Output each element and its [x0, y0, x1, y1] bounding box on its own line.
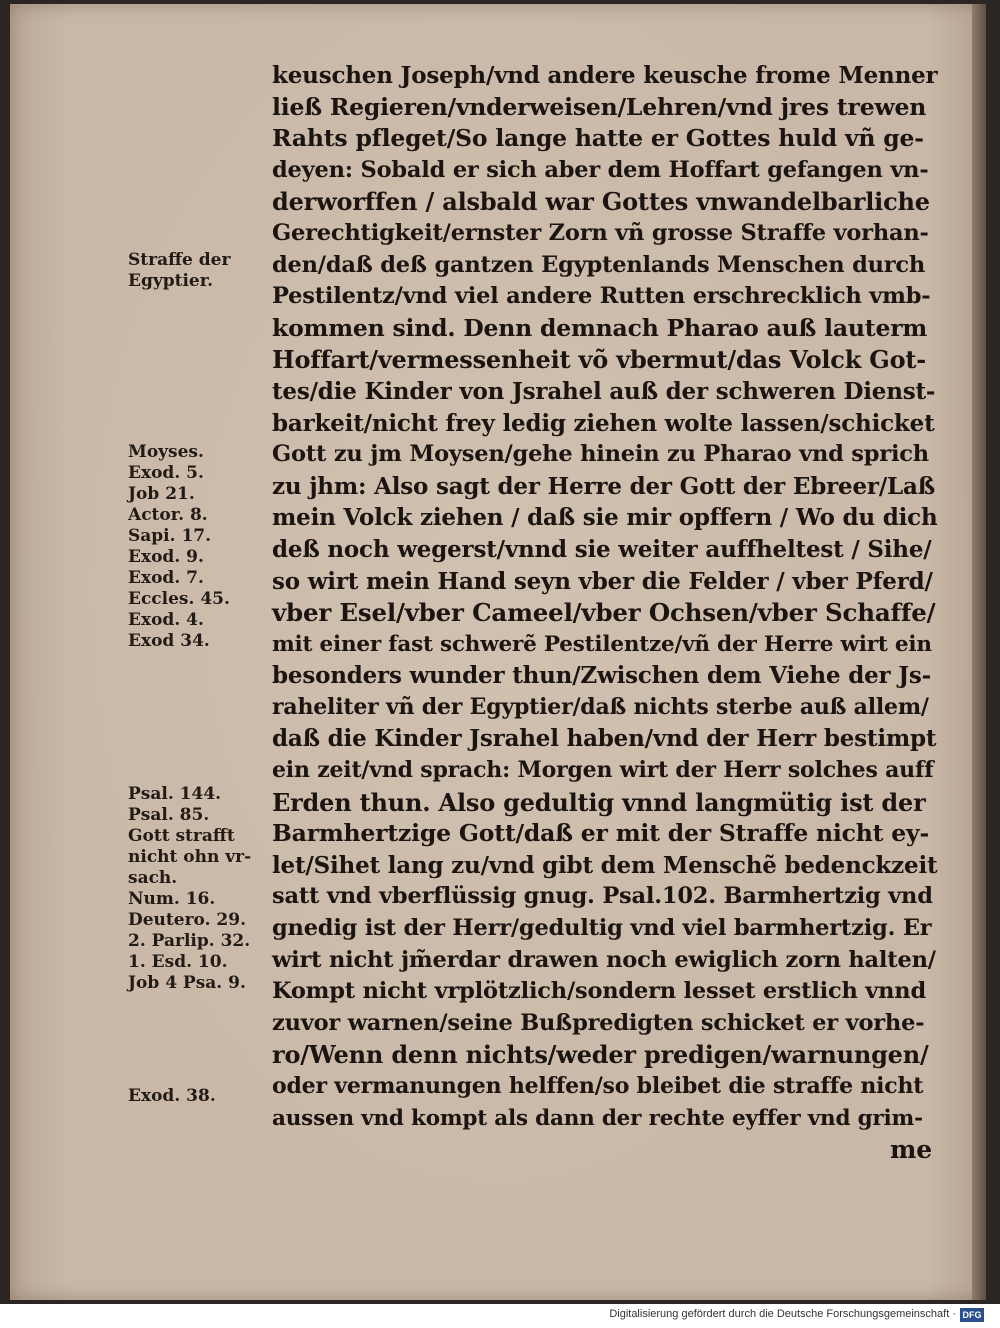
text-line: zu jhm: Also sagt der Herre der Gott der Ebreer/Laß — [272, 472, 935, 500]
margin-line: Exod. 9. — [128, 547, 204, 567]
margin-line: Egyptier. — [128, 271, 214, 291]
text-line: keuschen Joseph/vnd andere keusche frome Menner — [272, 62, 938, 89]
text-line: Erden thun. Also gedultig vnnd langmütig ist der — [272, 787, 926, 817]
margin-line: sach. — [128, 868, 178, 888]
text-line: Kompt nicht vrplötzlich/sondern lesset erstlich vnnd — [272, 978, 926, 1005]
page-edge — [972, 4, 986, 1300]
text-line: tes/die Kinder von Jsrahel auß der schweren Dienst- — [272, 377, 936, 405]
text-line: zuvor warnen/seine Bußpredigten schicket er vorhe- — [272, 1009, 925, 1036]
text-line: besonders wunder thun/Zwischen dem Viehe der Js- — [272, 662, 932, 690]
main-text-block — [272, 60, 938, 1166]
footer-bar — [0, 1304, 1000, 1328]
text-line: deyen: Sobald er sich aber dem Hoffart gefangen vn- — [272, 156, 929, 183]
text-line: so wirt mein Hand seyn vber die Felder / vber Pferd/ — [272, 567, 933, 595]
margin-line: Exod. 7. — [128, 568, 204, 588]
footer-credit: Digitalisierung gefördert durch die Deutsche Forschungsgemeinschaft · — [609, 1308, 956, 1320]
margin-line: Moyses. — [128, 442, 204, 462]
text-line: Rahts pfleget/So lange hatte er Gottes huld vñ ge- — [272, 124, 924, 153]
text-line: Hoffart/vermessenheit võ vbermut/das Volck Got- — [272, 345, 927, 375]
margin-note-moyses — [128, 442, 230, 652]
margin-line: Psal. 85. — [128, 805, 210, 825]
text-line: kommen sind. Denn demnach Pharao auß lauterm — [272, 313, 928, 342]
text-line: vber Esel/vber Cameel/vber Ochsen/vber Schaffe/ — [272, 598, 936, 628]
text-line: satt vnd vberflüssig gnug. Psal.102. Barmhertzig vnd — [272, 883, 933, 910]
margin-line: Sapi. 17. — [128, 526, 212, 546]
text-line: wirt nicht jm̃erdar drawen noch ewiglich zorn halten/ — [272, 946, 936, 973]
text-line: mein Volck ziehen / daß sie mir opffern / Wo du dich — [272, 504, 938, 532]
margin-line: Exod 34. — [128, 631, 210, 651]
margin-note-exod-38 — [128, 1086, 216, 1107]
text-line: Barmhertzige Gott/daß er mit der Straffe nicht ey- — [272, 819, 930, 848]
text-line: ließ Regieren/vnderweisen/Lehren/vnd jres trewen — [272, 92, 927, 121]
margin-line: 1. Esd. 10. — [128, 952, 228, 972]
text-line: derworffen / alsbald war Gottes vnwandelbarliche — [272, 187, 930, 217]
margin-line: Psal. 144. — [128, 784, 222, 804]
margin-line: Exod. 5. — [128, 463, 204, 483]
catchword: me — [890, 1135, 932, 1165]
text-line: deß noch wegerst/vnnd sie weiter auffheltest / Sihe/ — [272, 535, 932, 563]
margin-line: Eccles. 45. — [128, 589, 230, 609]
margin-note-psalms — [128, 784, 251, 994]
margin-line: Exod. 4. — [128, 610, 204, 630]
text-line: Gerechtigkeit/ernster Zorn vñ grosse Straffe vorhan- — [272, 219, 929, 246]
margin-line: Deutero. 29. — [128, 910, 246, 930]
text-line: Gott zu jm Moysen/gehe hinein zu Pharao vnd sprich — [272, 441, 929, 468]
text-line: daß die Kinder Jsrahel haben/vnd der Herr bestimpt — [272, 725, 937, 753]
margin-note-straffe — [128, 250, 230, 292]
margin-line: Job 4 Psa. 9. — [128, 973, 246, 993]
margin-line: 2. Parlip. 32. — [128, 931, 251, 951]
margin-line: Exod. 38. — [128, 1086, 216, 1106]
margin-line: Job 21. — [128, 484, 195, 504]
margin-line: Num. 16. — [128, 889, 216, 909]
text-line: mit einer fast schwerẽ Pestilentze/vñ der Herre wirt ein — [272, 631, 932, 657]
text-line: ein zeit/vnd sprach: Morgen wirt der Herr solches auff — [272, 757, 934, 784]
text-line: ro/Wenn denn nichts/weder predigen/warnungen/ — [272, 1040, 929, 1070]
margin-line: Actor. 8. — [128, 505, 208, 525]
margin-line: Straffe der — [128, 250, 231, 270]
text-line: aussen vnd kompt als dann der rechte eyffer vnd grim- — [272, 1105, 923, 1131]
text-line: barkeit/nicht frey ledig ziehen wolte lassen/schicket — [272, 409, 935, 437]
margin-line: nicht ohn vr- — [128, 847, 252, 867]
text-line: oder vermanungen helffen/so bleibet die straffe nicht — [272, 1073, 924, 1099]
margin-line: Gott strafft — [128, 826, 235, 846]
text-line: Pestilentz/vnd viel andere Rutten erschrecklich vmb- — [272, 283, 931, 310]
text-line: let/Sihet lang zu/vnd gibt dem Menschẽ bedenckzeit — [272, 851, 938, 879]
text-line: raheliter vñ der Egyptier/daß nichts sterbe auß allem/ — [272, 693, 929, 720]
dfg-logo: DFG — [960, 1308, 984, 1322]
text-line: den/daß deß gantzen Egyptenlands Menschen durch — [272, 251, 926, 278]
book-page — [10, 4, 986, 1300]
text-line: gnedig ist der Herr/gedultig vnd viel barmhertzig. Er — [272, 915, 932, 942]
